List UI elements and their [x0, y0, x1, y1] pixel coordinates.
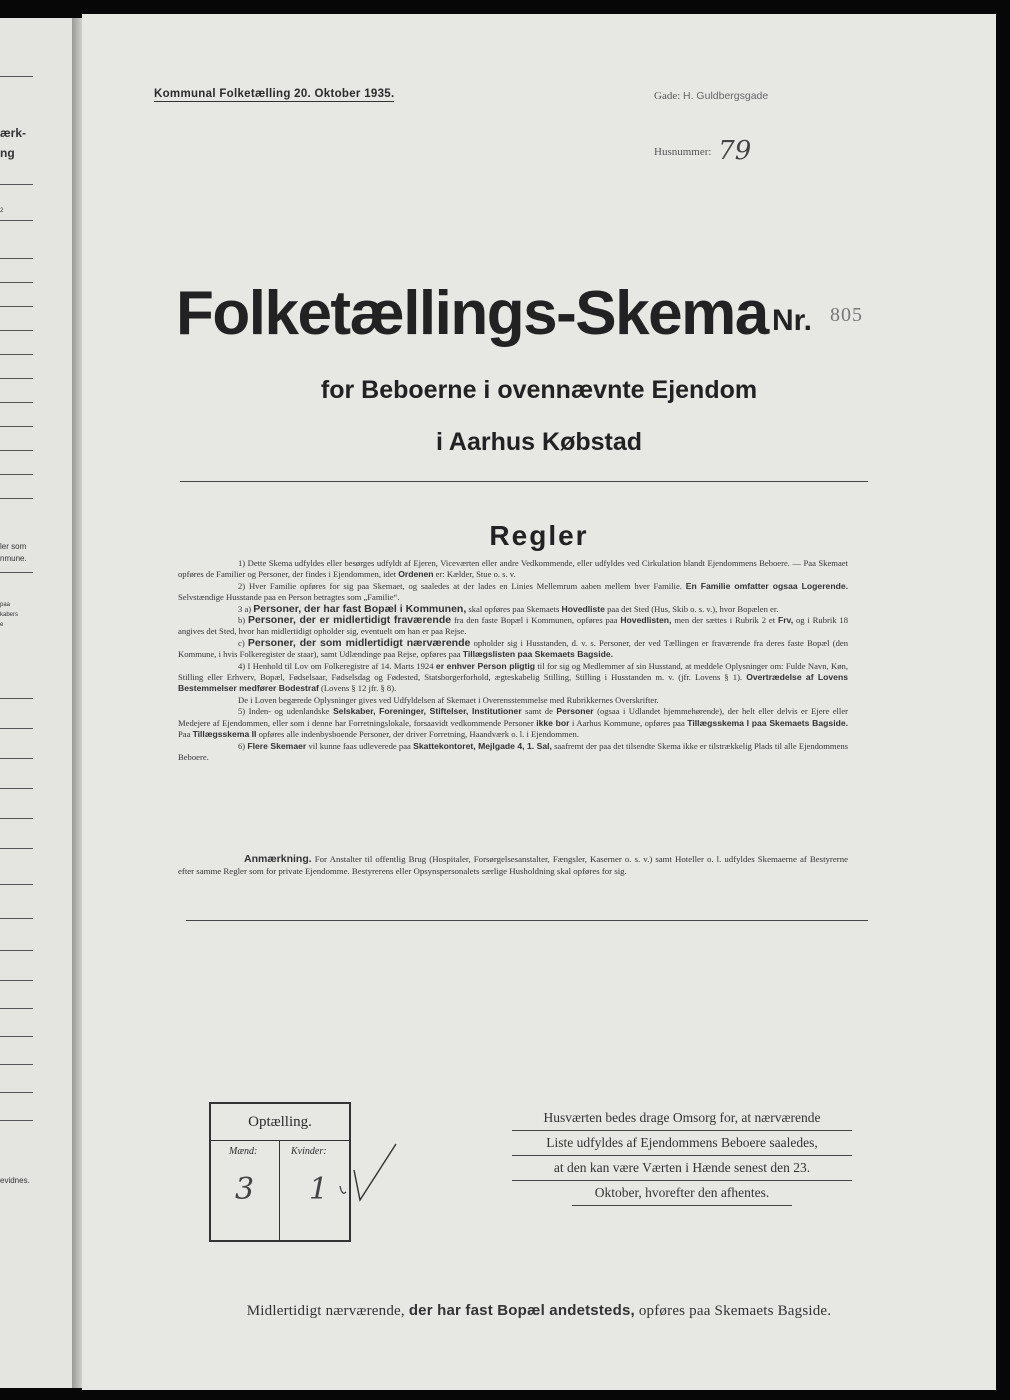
nr-label: Nr.	[772, 304, 813, 337]
page-fragment: 2	[0, 208, 4, 214]
ruled-line	[0, 1092, 33, 1093]
ruled-line	[0, 818, 33, 819]
page-fragment: e	[0, 622, 4, 628]
notice-line: Husværten bedes drage Omsorg for, at nærværende	[512, 1106, 852, 1131]
ruled-line	[0, 354, 33, 355]
ruled-line	[0, 918, 33, 919]
ruled-line	[0, 402, 33, 403]
maend-count: 3	[235, 1172, 255, 1207]
gade-label: Gade:	[654, 90, 681, 102]
subtitle-residents: for Beboerne i ovennævnte Ejendom	[320, 376, 758, 404]
ruled-line	[0, 76, 33, 77]
gade-value: H. Guldbergsgade	[683, 90, 769, 102]
page-fragment: paa	[0, 602, 11, 608]
divider	[180, 481, 868, 482]
annotation-text: For Anstalter til offentlig Brug (Hospitaler, Forsørgelsesanstalter, Fængsler, Kaserner o. s. v.) samt Hoteller o. l. udfyldes Skemaerne af Bestyrerne efter samme Regler som for private Ejendomme. Bestyrerens eller Opsynspersonalets særlige Husholdning skal opføres for sig.	[178, 854, 848, 876]
kvinder-count: 1	[309, 1172, 329, 1207]
ruled-line	[0, 426, 33, 427]
previous-page-edge	[0, 18, 73, 1388]
census-title: Kommunal Folketælling 20. Oktober 1935.	[154, 88, 395, 100]
page-fragment: nmune.	[0, 554, 27, 563]
ruled-line	[0, 950, 33, 951]
kvinder-label: Kvinder:	[291, 1146, 327, 1157]
notice-line: at den kan være Værten i Hænde senest den 23.	[512, 1156, 852, 1181]
ruled-line	[0, 1036, 33, 1037]
census-form-page	[82, 14, 996, 1390]
divider	[186, 920, 868, 921]
ruled-line	[0, 788, 33, 789]
subtitle-town: i Aarhus Købstad	[435, 428, 643, 456]
box-divider	[279, 1140, 280, 1240]
rule-6: 6) Flere Skemaer vil kunne faas udleverede paa Skattekontoret, Mejlgade 4, 1. Sal, saafremt der paa det tilsendte Skema ikke er tilstrækkelig Plads til alle Ejendommens Beboere.	[178, 740, 849, 762]
husnummer-value: 79	[718, 136, 752, 166]
page-fragment: kabers	[0, 612, 19, 618]
footer-note: Midlertidigt nærværende, der har fast Bopæl andetsteds, opføres paa Skemaets Bagside.	[246, 1302, 832, 1319]
page-fragment: ler som	[0, 542, 27, 551]
ruled-line	[0, 1120, 33, 1121]
ruled-line	[0, 498, 33, 499]
ruled-line	[0, 282, 33, 283]
landlord-notice	[512, 1106, 852, 1206]
husnummer-field	[654, 132, 752, 166]
ruled-line	[0, 474, 33, 475]
page-fragment: evidnes.	[0, 1176, 30, 1185]
gade-field	[654, 90, 768, 102]
rules-heading: Regler	[489, 520, 589, 551]
rule-4: 4) I Henhold til Lov om Folkeregistre af 14. Marts 1924 er enhver Person pligtig til for sig og Medlemmer af sin Husstand, at meddele Oplysninger om: Fulde Navn, Køn, Stilling eller Erhverv, Bopæl, Fødselsaar, Fødselsdag og Fødested, Statsborgerforhold, ægteskabelig Stilling, Stilling i Husstanden m. v. (jfr. Lovens § 1). Overtrædelse af Lovens Bestemmelser medfører Bodestraf (Lovens § 12 jfr. § 8).	[178, 660, 849, 694]
form-number: 805	[830, 304, 863, 326]
ruled-line	[0, 884, 33, 885]
ruled-line	[0, 220, 33, 221]
checkmark-icon	[334, 1140, 404, 1210]
book-gutter	[72, 18, 82, 1388]
ruled-line	[0, 1064, 33, 1065]
ruled-line	[0, 306, 33, 307]
ruled-line	[0, 1008, 33, 1009]
maend-label: Mænd:	[229, 1146, 258, 1157]
notice-line: Liste udfyldes af Ejendommens Beboere saaledes,	[512, 1131, 852, 1156]
ruled-line	[0, 848, 33, 849]
rule-2: 2) Hver Familie opføres for sig paa Skemaet, og saaledes at der lades en Linies Mellemrum aaben mellem hver Familie. En Familie omfatter ogsaa Logerende. Selvstændige Husstande paa en Person betragtes som „Familie“.	[178, 580, 848, 603]
ruled-line	[0, 728, 33, 729]
rule-3c: c) Personer, der som midlertidigt nærværende opholder sig i Husstanden, d. v. s. Personer, der ved Tællingen er fraværende fra deres faste Bopæl (den Kommune, i hvis Folkeregister de staar), samt Udlændinge paa Rejse, opføres paa Tillægslisten paa Skemaets Bagside.	[178, 636, 849, 660]
ruled-line	[0, 572, 33, 573]
notice-line: Oktober, hvorefter den afhentes.	[572, 1181, 792, 1206]
annotation-label: Anmærkning.	[244, 853, 312, 865]
annotation-note	[178, 854, 848, 877]
optaelling-title: Optælling.	[211, 1104, 349, 1141]
optaelling-box	[209, 1102, 351, 1242]
ruled-line	[0, 698, 33, 699]
ruled-line	[0, 450, 33, 451]
rule-3b: b) Personer, der er midlertidigt fraværende fra den faste Bopæl i Kommunen, opføres paa Hovedlisten, men der sættes i Rubrik 2 et Frv, og i Rubrik 18 angives det Sted, hvor han midlertidigt opholder sig, eventuelt om han er paa Rejse.	[178, 614, 849, 637]
rule-5: 5) Inden- og udenlandske Selskaber, Foreninger, Stiftelser, Institutioner samt de Personer (ogsaa i Udlandet hjemmehørende), der helt eller delvis er Ejere eller Medejere af Ejendommen, eller som i denne har Forretningslokale, forsaavidt vedkommende Personer ikke bor i Aarhus Kommune, opføres paa Tillægsskema I paa Skemaets Bagside. Paa Tillægsskema II opføres alle indenbysboende Personer, der driver Forretning, Haandværk o. l. i Ejendommen.	[178, 706, 848, 740]
ruled-line	[0, 330, 33, 331]
husnummer-label: Husnummer:	[654, 146, 712, 158]
form-title: Folketællings-Skema	[176, 279, 768, 348]
ruled-line	[0, 378, 33, 379]
rule-3a: 3 a) Personer, der har fast Bopæl i Kommunen, skal opføres paa Skemaets Hovedliste paa det Sted (Hus, Skib o. s. v.), hvor Bopælen er.	[238, 602, 779, 615]
rule-4-note: De i Loven begærede Oplysninger gives ved Udfyldelsen af Skemaet i Overensstemmelse med Rubrikkernes Overskrifter.	[238, 694, 659, 705]
rule-1: 1) Dette Skema udfyldes eller besørges udfyldt af Ejeren, Viceværten eller andre Vedkommende, eller udfyldes ved Cirkulation blandt Ejendommens Beboere. — Paa Skemaet opføres de Familier og Personer, der findes i Ejendommen, idet Ordenen er: Kælder, Stue o. s. v.	[178, 558, 848, 580]
ruled-line	[0, 184, 33, 185]
page-fragment: ng	[0, 146, 15, 160]
ruled-line	[0, 758, 33, 759]
rules-text	[178, 558, 848, 763]
ruled-line	[0, 980, 33, 981]
page-fragment: ærk-	[0, 126, 27, 140]
ruled-line	[0, 258, 33, 259]
